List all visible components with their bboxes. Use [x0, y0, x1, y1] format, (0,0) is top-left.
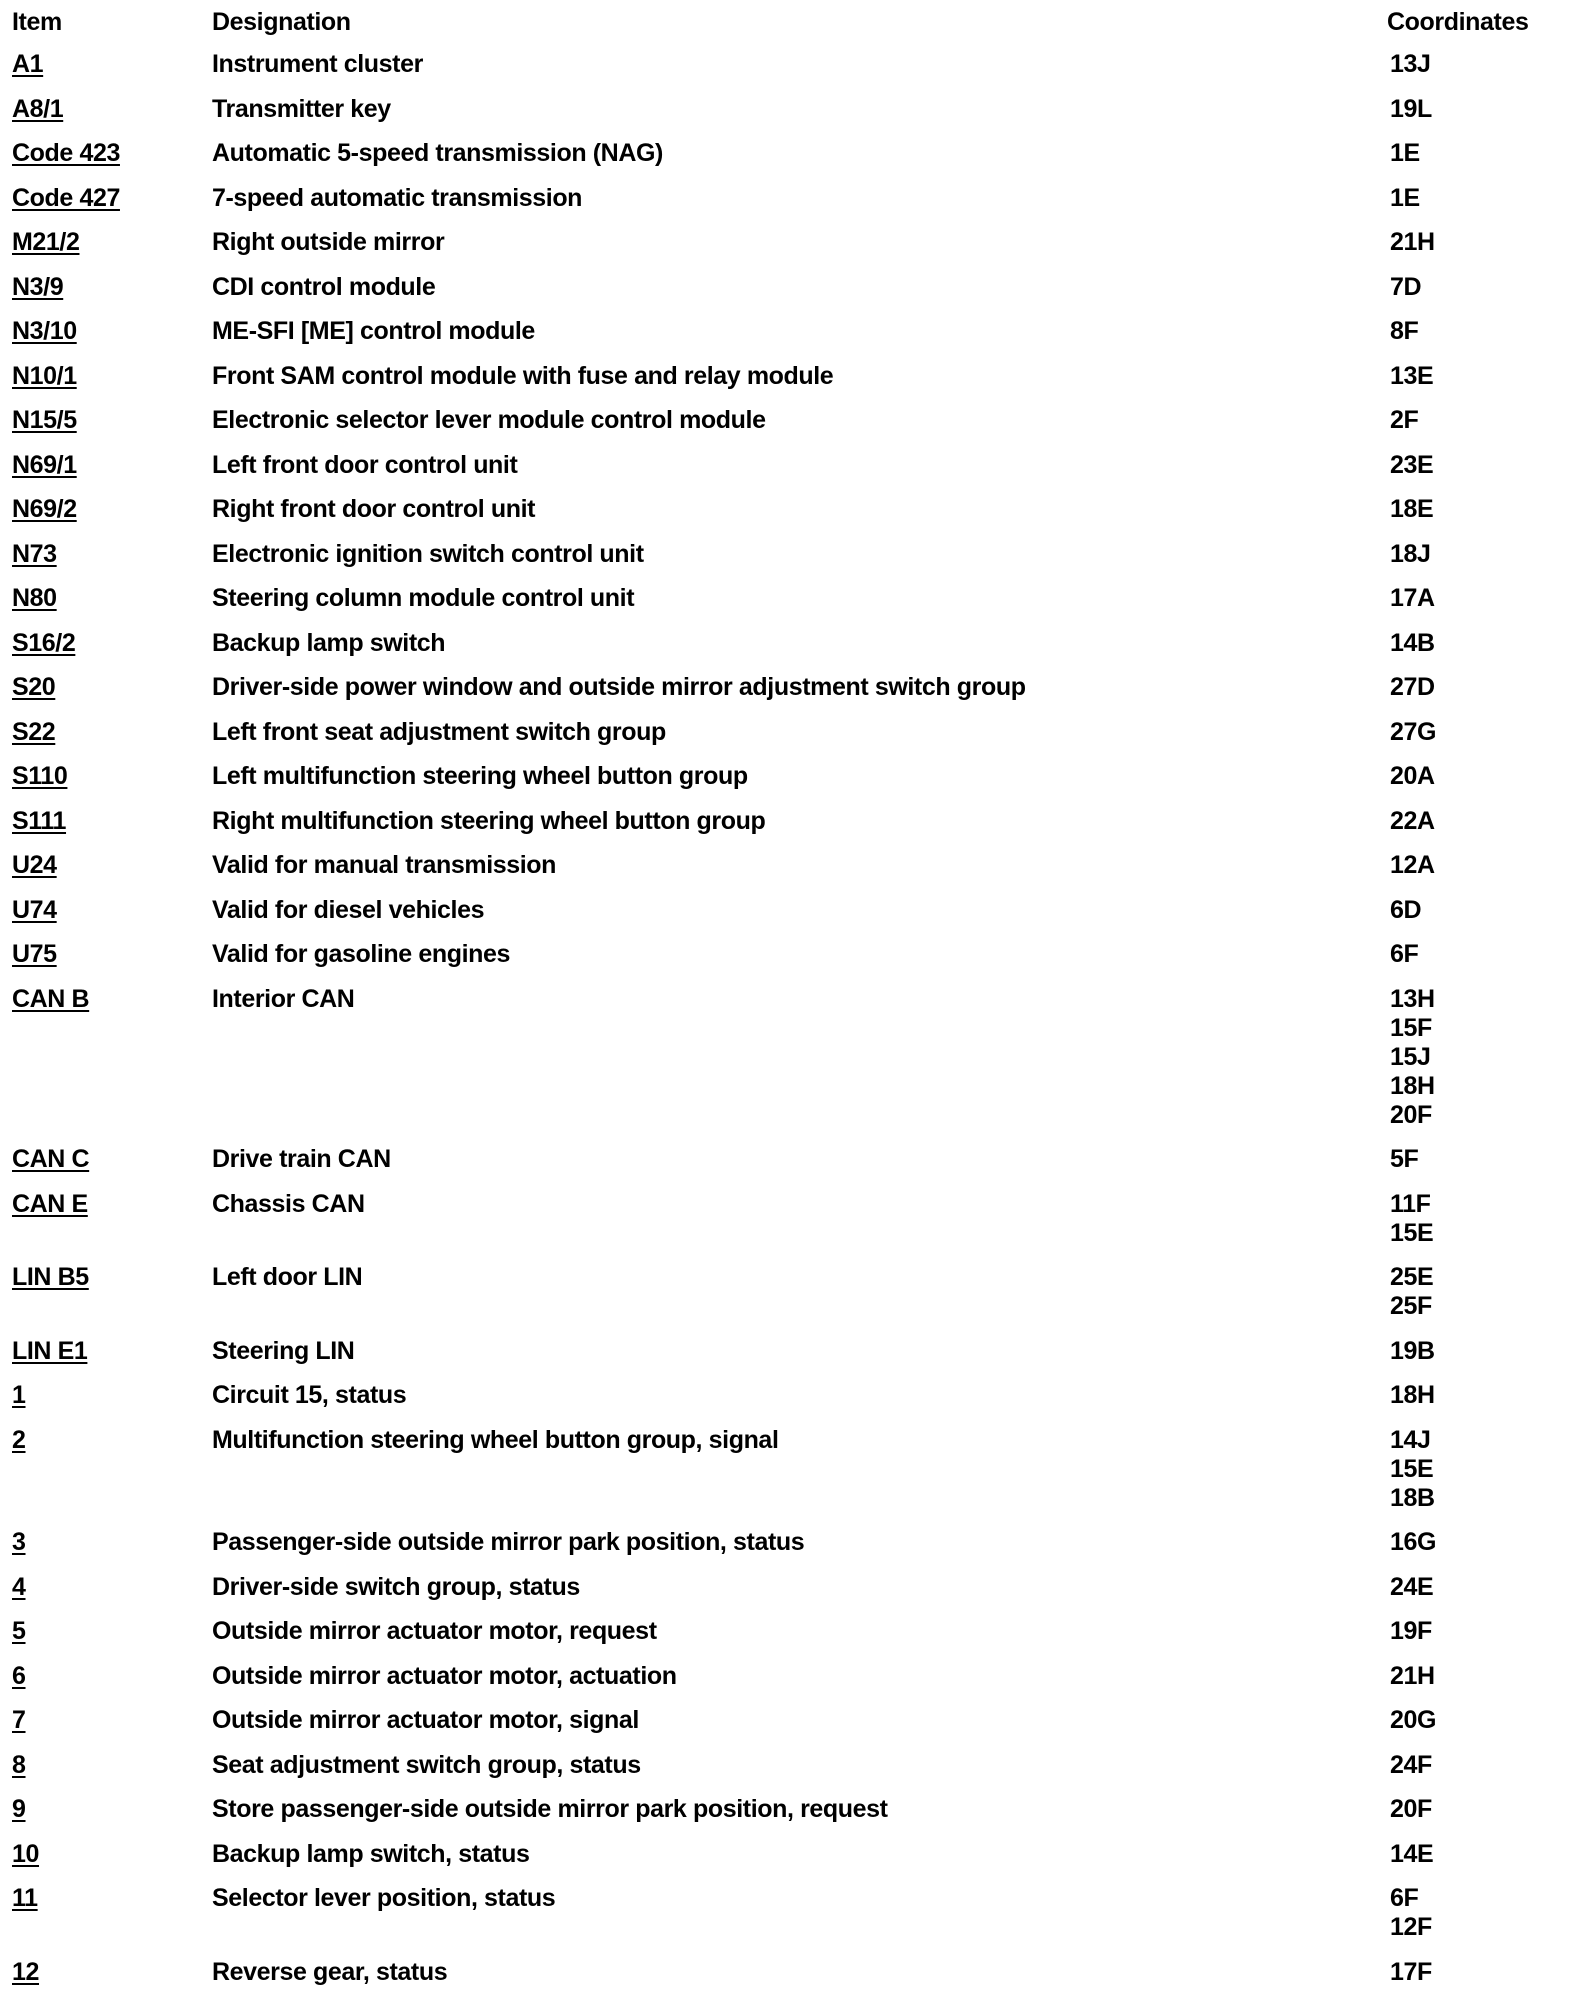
item-link[interactable]: Code 427 — [12, 183, 120, 212]
item-link[interactable]: S20 — [12, 673, 56, 701]
header-coordinates: Coordinates — [1387, 8, 1529, 36]
item-link[interactable]: N10/1 — [12, 361, 77, 390]
item-cell — [12, 228, 212, 257]
item-cell — [12, 1263, 212, 1292]
designation-cell: Chassis CAN — [212, 1189, 365, 1218]
item-cell — [12, 406, 212, 435]
table-row — [12, 406, 1578, 435]
item-link[interactable]: 4 — [12, 1572, 26, 1601]
table-row — [12, 1337, 1578, 1366]
designation-cell: Steering column module control unit — [212, 584, 635, 612]
coordinate-value: 14E — [1390, 1839, 1434, 1868]
designation-cell: Seat adjustment switch group, status — [212, 1750, 641, 1779]
designation-cell: Outside mirror actuator motor, request — [212, 1617, 657, 1645]
item-cell — [12, 985, 212, 1014]
item-link[interactable]: LIN E1 — [12, 1336, 88, 1365]
item-link[interactable]: 11 — [12, 1884, 38, 1912]
item-link[interactable]: N15/5 — [12, 406, 77, 434]
coordinate-value: 24E — [1390, 1572, 1434, 1601]
designation-cell: Electronic ignition switch control unit — [212, 539, 644, 568]
table-row — [12, 362, 1578, 391]
item-cell — [12, 1426, 212, 1455]
item-link[interactable]: 8 — [12, 1750, 26, 1779]
coordinate-value: 16G — [1390, 1528, 1437, 1556]
coordinate-value: 13E — [1390, 361, 1434, 390]
coordinates-cell — [1390, 718, 1578, 747]
designation-cell: Valid for diesel vehicles — [212, 895, 485, 924]
designation-cell: 7-speed automatic transmission — [212, 183, 583, 212]
coordinate-value: 19L — [1390, 94, 1432, 123]
item-cell — [12, 1958, 212, 1987]
item-cell — [12, 851, 212, 880]
coordinates-cell — [1390, 540, 1578, 569]
item-link[interactable]: M21/2 — [12, 228, 80, 256]
coordinates-cell — [1390, 451, 1578, 480]
table-row — [12, 50, 1578, 79]
coordinates-cell — [1390, 228, 1578, 257]
item-cell — [12, 807, 212, 836]
coordinates-cell — [1390, 406, 1578, 435]
table-row — [12, 673, 1578, 702]
designation-cell: Right multifunction steering wheel button group — [212, 806, 766, 835]
coordinate-value: 13H — [1390, 984, 1435, 1013]
coordinate-value: 22A — [1390, 806, 1435, 835]
item-cell — [12, 1884, 212, 1913]
item-link[interactable]: 9 — [12, 1795, 26, 1823]
table-row — [12, 1145, 1578, 1174]
table-row — [12, 1795, 1578, 1824]
coordinate-value: 15J — [1390, 1042, 1431, 1071]
item-link[interactable]: CAN E — [12, 1189, 88, 1218]
coordinates-cell — [1390, 807, 1578, 836]
item-cell — [12, 1528, 212, 1557]
item-link[interactable]: S111 — [12, 806, 67, 835]
coordinate-value: 8F — [1390, 317, 1419, 345]
item-link[interactable]: 7 — [12, 1706, 26, 1734]
designation-cell: Outside mirror actuator motor, signal — [212, 1706, 639, 1734]
item-link[interactable]: U75 — [12, 940, 57, 968]
item-cell — [12, 95, 212, 124]
coordinates-cell — [1390, 1958, 1578, 1987]
item-cell — [12, 1840, 212, 1869]
coordinates-cell — [1390, 95, 1578, 124]
coordinate-value: 23E — [1390, 450, 1434, 479]
designation-cell: Interior CAN — [212, 984, 355, 1013]
table-row — [12, 317, 1578, 346]
item-cell — [12, 317, 212, 346]
item-link[interactable]: 5 — [12, 1617, 26, 1645]
coordinate-value: 25F — [1390, 1292, 1432, 1320]
designation-cell: Electronic selector lever module control module — [212, 406, 766, 434]
designation-cell: Driver-side switch group, status — [212, 1572, 580, 1601]
coordinate-value: 6D — [1390, 895, 1422, 924]
table-row — [12, 1528, 1578, 1557]
coordinates-cell — [1390, 851, 1578, 880]
coordinates-cell — [1390, 940, 1578, 969]
item-link[interactable]: CAN B — [12, 984, 90, 1013]
coordinate-value: 20G — [1390, 1706, 1437, 1734]
coordinate-value: 11F — [1390, 1189, 1431, 1218]
table-row — [12, 1751, 1578, 1780]
item-link[interactable]: CAN C — [12, 1145, 90, 1173]
designation-cell: Backup lamp switch, status — [212, 1839, 530, 1868]
coordinates-cell — [1390, 317, 1578, 346]
item-link[interactable]: N80 — [12, 584, 57, 612]
designation-cell: Driver-side power window and outside mirror adjustment switch group — [212, 673, 1026, 701]
coordinate-value: 12F — [1390, 1913, 1432, 1941]
item-cell — [12, 673, 212, 702]
item-cell — [12, 1190, 212, 1219]
coordinate-value: 24F — [1390, 1750, 1432, 1779]
designation-cell: Automatic 5-speed transmission (NAG) — [212, 139, 663, 167]
designation-cell: Right outside mirror — [212, 228, 445, 256]
coordinate-value: 17A — [1390, 584, 1435, 612]
designation-cell: CDI control module — [212, 272, 436, 301]
designation-cell: Right front door control unit — [212, 495, 536, 523]
table-row — [12, 807, 1578, 836]
coordinates-cell — [1390, 184, 1578, 213]
item-cell — [12, 451, 212, 480]
item-cell — [12, 273, 212, 302]
coordinate-value: 7D — [1390, 272, 1422, 301]
item-link[interactable]: N3/9 — [12, 272, 64, 301]
coordinate-value: 20F — [1390, 1100, 1432, 1129]
coordinate-value: 25E — [1390, 1263, 1434, 1291]
coordinates-cell — [1390, 1263, 1578, 1321]
coordinate-value: 19B — [1390, 1336, 1435, 1365]
coordinates-cell — [1390, 495, 1578, 524]
coordinate-value: 18B — [1390, 1483, 1435, 1512]
table-header — [12, 8, 1578, 37]
item-link[interactable]: 6 — [12, 1661, 26, 1690]
table-row — [12, 1263, 1578, 1321]
table-row — [12, 228, 1578, 257]
item-cell — [12, 50, 212, 79]
item-link[interactable]: N73 — [12, 539, 57, 568]
designation-cell: Drive train CAN — [212, 1145, 391, 1173]
table-row — [12, 184, 1578, 213]
item-cell — [12, 495, 212, 524]
item-cell — [12, 362, 212, 391]
table-row — [12, 851, 1578, 880]
item-cell — [12, 1573, 212, 1602]
coordinate-value: 6F — [1390, 1884, 1419, 1912]
coordinates-cell — [1390, 985, 1578, 1130]
coordinate-value: 18E — [1390, 495, 1434, 523]
item-cell — [12, 1381, 212, 1410]
table-row — [12, 1426, 1578, 1513]
designation-cell: Multifunction steering wheel button group, signal — [212, 1425, 779, 1454]
coordinates-cell — [1390, 762, 1578, 791]
table-row — [12, 1958, 1578, 1987]
coordinates-cell — [1390, 673, 1578, 702]
table-row — [12, 985, 1578, 1130]
item-cell — [12, 1662, 212, 1691]
coordinate-value: 15E — [1390, 1218, 1434, 1247]
item-cell — [12, 1795, 212, 1824]
coordinate-value: 15F — [1390, 1013, 1432, 1042]
coordinates-cell — [1390, 1426, 1578, 1513]
item-link[interactable]: A8/1 — [12, 94, 64, 123]
item-cell — [12, 896, 212, 925]
coordinates-cell — [1390, 273, 1578, 302]
item-cell — [12, 584, 212, 613]
table-body — [12, 50, 1578, 1987]
item-cell — [12, 940, 212, 969]
coordinate-value: 18H — [1390, 1071, 1435, 1100]
designation-cell: Valid for manual transmission — [212, 851, 557, 879]
designation-cell: Backup lamp switch — [212, 628, 446, 657]
coordinates-cell — [1390, 1381, 1578, 1410]
header-item: Item — [12, 8, 62, 36]
table-row — [12, 1706, 1578, 1735]
table-row — [12, 1884, 1578, 1942]
table-row — [12, 629, 1578, 658]
designation-cell: ME-SFI [ME] control module — [212, 317, 535, 345]
coordinates-cell — [1390, 1884, 1578, 1942]
designation-cell: Selector lever position, status — [212, 1884, 556, 1912]
item-cell — [12, 762, 212, 791]
coordinates-cell — [1390, 1706, 1578, 1735]
designation-cell: Instrument cluster — [212, 50, 423, 78]
item-cell — [12, 629, 212, 658]
coordinates-cell — [1390, 50, 1578, 79]
item-cell — [12, 718, 212, 747]
coordinate-value: 14B — [1390, 628, 1435, 657]
coordinate-value: 6F — [1390, 940, 1419, 968]
table-row — [12, 1381, 1578, 1410]
item-link[interactable]: U24 — [12, 851, 57, 879]
table-row — [12, 540, 1578, 569]
coordinate-value: 15E — [1390, 1454, 1434, 1483]
coordinate-value: 27G — [1390, 717, 1437, 746]
item-cell — [12, 1751, 212, 1780]
coordinates-cell — [1390, 1337, 1578, 1366]
item-cell — [12, 184, 212, 213]
designation-cell: Outside mirror actuator motor, actuation — [212, 1661, 677, 1690]
table-row — [12, 1840, 1578, 1869]
item-link[interactable]: A1 — [12, 50, 44, 78]
coordinate-value: 17F — [1390, 1957, 1432, 1986]
coordinate-value: 21H — [1390, 1661, 1435, 1690]
designation-cell: Left multifunction steering wheel button group — [212, 762, 748, 790]
table-row — [12, 451, 1578, 480]
coordinate-value: 2F — [1390, 406, 1419, 434]
designation-cell: Store passenger-side outside mirror park position, request — [212, 1795, 888, 1823]
coordinates-cell — [1390, 362, 1578, 391]
coordinate-value: 19F — [1390, 1617, 1432, 1645]
designation-cell: Valid for gasoline engines — [212, 940, 511, 968]
item-link[interactable]: N3/10 — [12, 317, 77, 345]
item-cell — [12, 1617, 212, 1646]
legend-table — [12, 8, 1578, 2002]
coordinate-value: 20F — [1390, 1795, 1432, 1823]
header-designation: Designation — [212, 8, 351, 36]
table-row — [12, 1617, 1578, 1646]
table-row — [12, 940, 1578, 969]
coordinates-cell — [1390, 629, 1578, 658]
coordinates-cell — [1390, 1795, 1578, 1824]
designation-cell: Steering LIN — [212, 1336, 355, 1365]
item-link[interactable]: 1 — [12, 1381, 26, 1409]
designation-cell: Reverse gear, status — [212, 1957, 448, 1986]
designation-cell: Front SAM control module with fuse and relay module — [212, 361, 834, 390]
coordinate-value: 14J — [1390, 1425, 1431, 1454]
item-link[interactable]: Code 423 — [12, 139, 120, 167]
coordinates-cell — [1390, 1751, 1578, 1780]
item-link[interactable]: U74 — [12, 895, 57, 924]
table-row — [12, 1190, 1578, 1248]
coordinate-value: 13J — [1390, 50, 1431, 78]
coordinates-cell — [1390, 1573, 1578, 1602]
table-row — [12, 584, 1578, 613]
designation-cell: Passenger-side outside mirror park position, status — [212, 1528, 805, 1556]
item-link[interactable]: 10 — [12, 1839, 40, 1868]
coordinate-value: 1E — [1390, 139, 1420, 167]
designation-cell: Left door LIN — [212, 1263, 363, 1291]
coordinate-value: 27D — [1390, 673, 1435, 701]
coordinates-cell — [1390, 1617, 1578, 1646]
coordinates-cell — [1390, 1145, 1578, 1174]
item-link[interactable]: N69/1 — [12, 450, 77, 479]
table-row — [12, 762, 1578, 791]
designation-cell: Left front door control unit — [212, 450, 518, 479]
coordinate-value: 18H — [1390, 1381, 1435, 1409]
table-row — [12, 139, 1578, 168]
item-link[interactable]: 12 — [12, 1957, 40, 1986]
table-row — [12, 1573, 1578, 1602]
item-cell — [12, 540, 212, 569]
coordinate-value: 12A — [1390, 851, 1435, 879]
designation-cell: Circuit 15, status — [212, 1381, 407, 1409]
item-cell — [12, 1337, 212, 1366]
designation-cell: Transmitter key — [212, 94, 391, 123]
item-link[interactable]: S22 — [12, 717, 56, 746]
coordinate-value: 18J — [1390, 539, 1431, 568]
item-link[interactable]: 2 — [12, 1425, 26, 1454]
item-cell — [12, 139, 212, 168]
coordinates-cell — [1390, 584, 1578, 613]
item-cell — [12, 1706, 212, 1735]
table-row — [12, 718, 1578, 747]
coordinate-value: 20A — [1390, 762, 1435, 790]
item-link[interactable]: S16/2 — [12, 628, 76, 657]
coordinates-cell — [1390, 1190, 1578, 1248]
coordinates-cell — [1390, 1528, 1578, 1557]
item-cell — [12, 1145, 212, 1174]
item-link[interactable]: LIN B5 — [12, 1263, 89, 1291]
coordinates-cell — [1390, 1840, 1578, 1869]
coordinate-value: 21H — [1390, 228, 1435, 256]
coordinate-value: 1E — [1390, 183, 1420, 212]
item-link[interactable]: 3 — [12, 1528, 26, 1556]
item-link[interactable]: N69/2 — [12, 495, 77, 523]
table-row — [12, 896, 1578, 925]
table-row — [12, 95, 1578, 124]
table-row — [12, 1662, 1578, 1691]
coordinates-cell — [1390, 896, 1578, 925]
coordinates-cell — [1390, 1662, 1578, 1691]
item-link[interactable]: S110 — [12, 762, 68, 790]
table-row — [12, 495, 1578, 524]
table-row — [12, 273, 1578, 302]
designation-cell: Left front seat adjustment switch group — [212, 717, 666, 746]
coordinates-cell — [1390, 139, 1578, 168]
coordinate-value: 5F — [1390, 1145, 1419, 1173]
